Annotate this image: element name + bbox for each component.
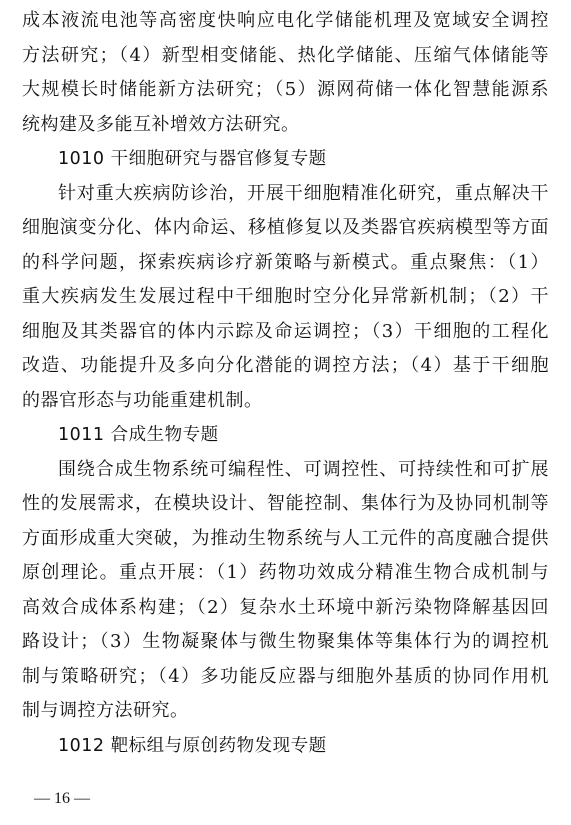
text-line: 围绕合成生物系统可编程性、可调控性、可持续性和可扩展 — [58, 458, 549, 480]
text-line: 原创理论。重点开展：（1）药物功效成分精准生物合成机制与 — [22, 562, 549, 583]
text-line: 方面形成重大突破，为推动生物系统与人工元件的高度融合提供 — [22, 527, 549, 549]
text-line: 成本液流电池等高密度快响应电化学储能机理及宽域安全调控 — [22, 10, 549, 31]
section-heading-1010: 1010 干细胞研究与器官修复专题 — [58, 149, 327, 169]
text-line: 改造、功能提升及多向分化潜能的调控方法；（4）基于干细胞 — [22, 355, 549, 376]
text-line: 重大疾病发生发展过程中干细胞时空分化异常新机制；（2）干 — [22, 286, 549, 307]
text-line: 的器官形态与功能重建机制。 — [22, 389, 263, 411]
text-line: 路设计；（3）生物凝聚体与微生物聚集体等集体行为的调控机 — [22, 631, 549, 652]
text-line: 方法研究；（4）新型相变储能、热化学储能、压缩气体储能等 — [22, 44, 549, 66]
paragraph-synthetic-biology — [22, 453, 549, 729]
text-line: 高效合成体系构建；（2）复杂水土环境中新污染物降解基因回 — [22, 596, 549, 618]
section-heading-1012: 1012 靶标组与原创药物发现专题 — [58, 735, 327, 756]
section-heading-1011: 1011 合成生物专题 — [58, 425, 219, 445]
text-line: 统构建及多能互补增效方法研究。 — [22, 113, 300, 135]
text-line: 的科学问题，探索疾病诊疗新策略与新模式。重点聚焦：（1） — [22, 251, 549, 273]
paragraph-energy-storage — [22, 4, 549, 142]
text-line: 针对重大疾病防诊治，开展干细胞精准化研究，重点解决干 — [58, 182, 549, 204]
text-line: 大规模长时储能新方法研究；（5）源网荷储一体化智慧能源系 — [22, 79, 549, 100]
page-number: — 16 — — [34, 790, 90, 807]
text-line: 制与调控方法研究。 — [22, 700, 189, 721]
text-line: 性的发展需求，在模块设计、智能控制、集体行为及协同机制等 — [22, 493, 549, 514]
document-page — [22, 4, 549, 763]
text-line: 细胞演变分化、体内命运、移植修复以及类器官疾病模型等方面 — [22, 217, 549, 238]
text-line: 细胞及其类器官的体内示踪及命运调控；（3）干细胞的工程化 — [22, 320, 549, 342]
text-line: 制与策略研究；（4）多功能反应器与细胞外基质的协同作用机 — [22, 665, 549, 687]
paragraph-stem-cell — [22, 177, 549, 419]
